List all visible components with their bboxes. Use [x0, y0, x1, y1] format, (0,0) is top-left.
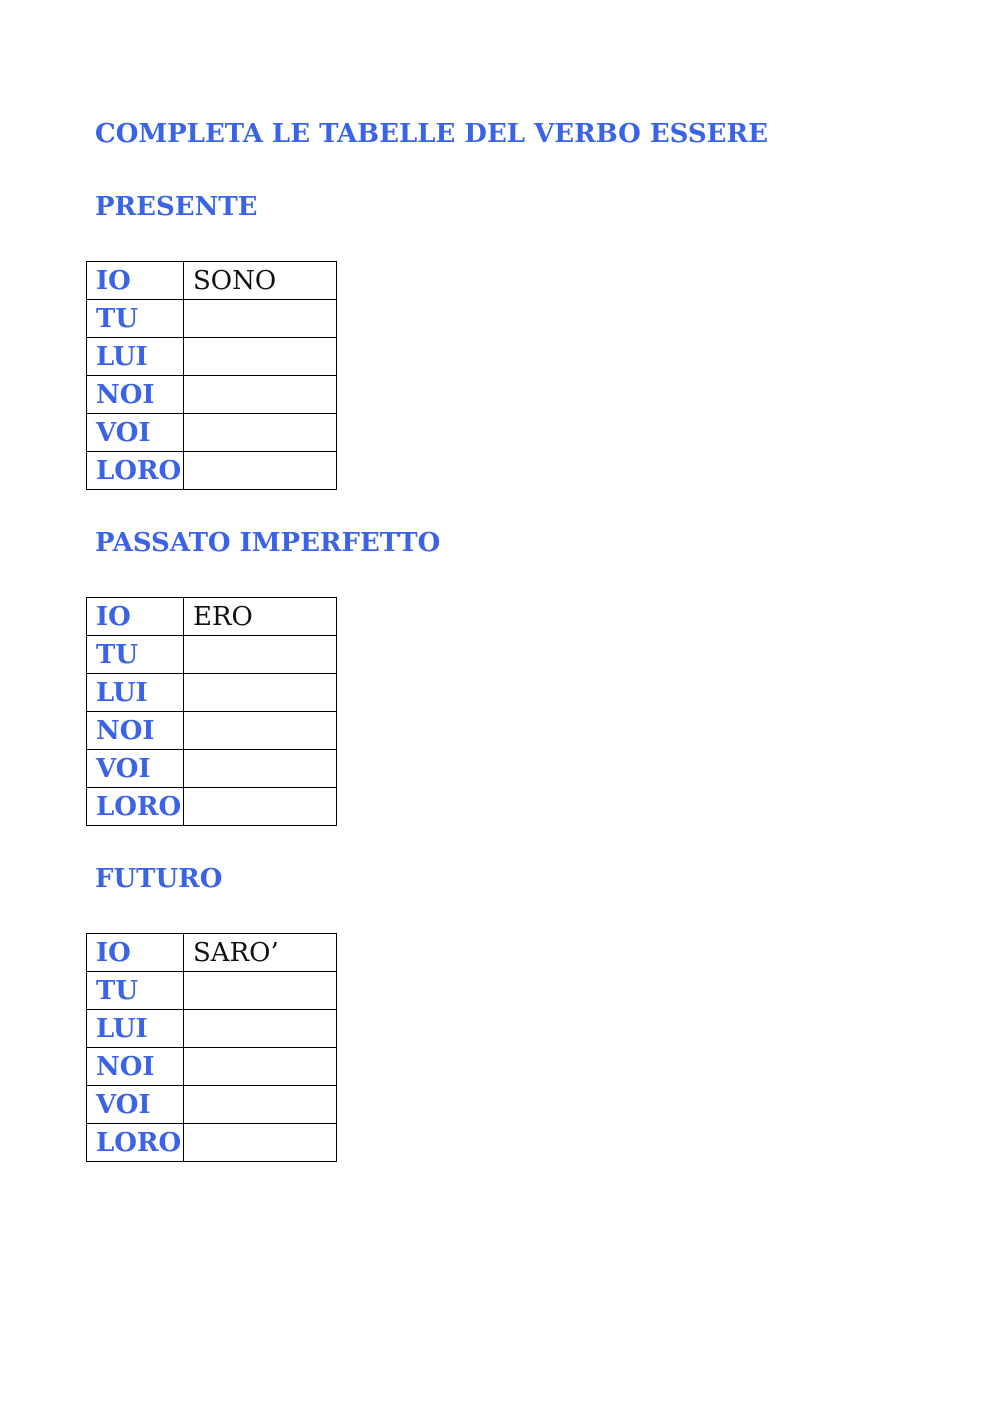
verb-form-cell[interactable]: [184, 1010, 337, 1048]
verb-form-cell[interactable]: [184, 712, 337, 750]
verb-form-cell[interactable]: [184, 1048, 337, 1086]
pronoun-cell: LORO: [87, 1124, 184, 1162]
pronoun-cell: LORO: [87, 452, 184, 490]
verb-form-cell[interactable]: [184, 452, 337, 490]
table-row: [87, 1124, 337, 1162]
table-row: [87, 338, 337, 376]
table-row: [87, 674, 337, 712]
conjugation-table-passato-imperfetto: [86, 597, 337, 826]
pronoun-cell: LORO: [87, 788, 184, 826]
verb-form-cell[interactable]: [184, 788, 337, 826]
section-heading-passato-imperfetto: PASSATO IMPERFETTO: [95, 528, 441, 558]
verb-form-cell[interactable]: [184, 414, 337, 452]
pronoun-cell: NOI: [87, 1048, 184, 1086]
page-title: COMPLETA LE TABELLE DEL VERBO ESSERE: [95, 119, 768, 149]
pronoun-cell: VOI: [87, 750, 184, 788]
table-row: [87, 1010, 337, 1048]
table-row: [87, 452, 337, 490]
pronoun-cell: NOI: [87, 376, 184, 414]
pronoun-cell: NOI: [87, 712, 184, 750]
pronoun-cell: IO: [87, 262, 184, 300]
table-row: [87, 414, 337, 452]
pronoun-cell: LUI: [87, 674, 184, 712]
verb-form-cell[interactable]: [184, 972, 337, 1010]
pronoun-cell: TU: [87, 300, 184, 338]
table-row: [87, 1048, 337, 1086]
section-heading-presente: PRESENTE: [95, 192, 258, 222]
verb-form-cell[interactable]: SONO: [184, 262, 337, 300]
table-row: [87, 788, 337, 826]
verb-form-cell[interactable]: [184, 636, 337, 674]
pronoun-cell: IO: [87, 598, 184, 636]
pronoun-cell: IO: [87, 934, 184, 972]
table-row: [87, 972, 337, 1010]
pronoun-cell: VOI: [87, 414, 184, 452]
verb-form-cell[interactable]: [184, 300, 337, 338]
verb-form-cell[interactable]: [184, 750, 337, 788]
table-row: [87, 750, 337, 788]
conjugation-table-futuro: [86, 933, 337, 1162]
verb-form-cell[interactable]: ERO: [184, 598, 337, 636]
pronoun-cell: VOI: [87, 1086, 184, 1124]
conjugation-table-presente: [86, 261, 337, 490]
verb-form-cell[interactable]: [184, 1086, 337, 1124]
table-row: [87, 376, 337, 414]
table-row: [87, 636, 337, 674]
pronoun-cell: TU: [87, 636, 184, 674]
table-row: [87, 300, 337, 338]
verb-form-cell[interactable]: [184, 376, 337, 414]
section-heading-futuro: FUTURO: [95, 864, 223, 894]
table-row: [87, 934, 337, 972]
pronoun-cell: LUI: [87, 338, 184, 376]
pronoun-cell: LUI: [87, 1010, 184, 1048]
verb-form-cell[interactable]: [184, 674, 337, 712]
verb-form-cell[interactable]: SARO’: [184, 934, 337, 972]
table-row: [87, 712, 337, 750]
table-row: [87, 262, 337, 300]
verb-form-cell[interactable]: [184, 338, 337, 376]
table-row: [87, 598, 337, 636]
table-row: [87, 1086, 337, 1124]
verb-form-cell[interactable]: [184, 1124, 337, 1162]
pronoun-cell: TU: [87, 972, 184, 1010]
